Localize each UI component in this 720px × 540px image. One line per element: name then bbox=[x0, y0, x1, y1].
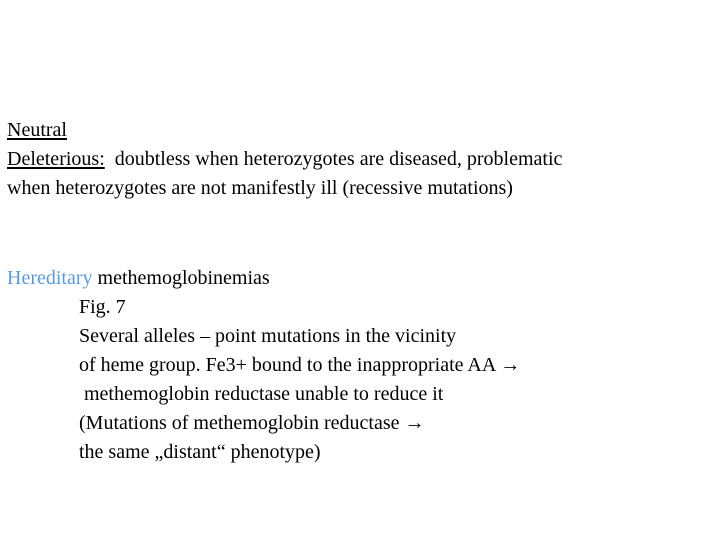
neutral-line bbox=[7, 116, 67, 145]
hereditary-heading bbox=[7, 264, 270, 293]
body-line-6: the same „distant“ phenotype) bbox=[79, 441, 321, 463]
deleterious-line bbox=[7, 145, 562, 174]
body-line-3: of heme group. Fe3+ bound to the inappropriate AA → bbox=[79, 354, 521, 376]
deleterious-text-1: doubtless when heterozygotes are diseased, problematic bbox=[114, 148, 563, 170]
deleterious-label: Deleterious: bbox=[7, 148, 105, 170]
neutral-label: Neutral bbox=[7, 119, 67, 141]
deleterious-gap bbox=[105, 148, 115, 170]
deleterious-text-2: when heterozygotes are not manifestly ill (recessive mutations) bbox=[7, 177, 513, 199]
body-line-2: Several alleles – point mutations in the vicinity bbox=[79, 325, 457, 347]
deleterious-continuation bbox=[7, 174, 513, 203]
hereditary-word: Hereditary bbox=[7, 267, 93, 289]
body-line-5: (Mutations of methemoglobin reductase → bbox=[79, 412, 425, 434]
body-line-4: methemoglobin reductase unable to reduce it bbox=[79, 383, 444, 405]
body-line-1: Fig. 7 bbox=[79, 296, 126, 318]
hereditary-heading-rest: methemoglobinemias bbox=[97, 267, 270, 289]
